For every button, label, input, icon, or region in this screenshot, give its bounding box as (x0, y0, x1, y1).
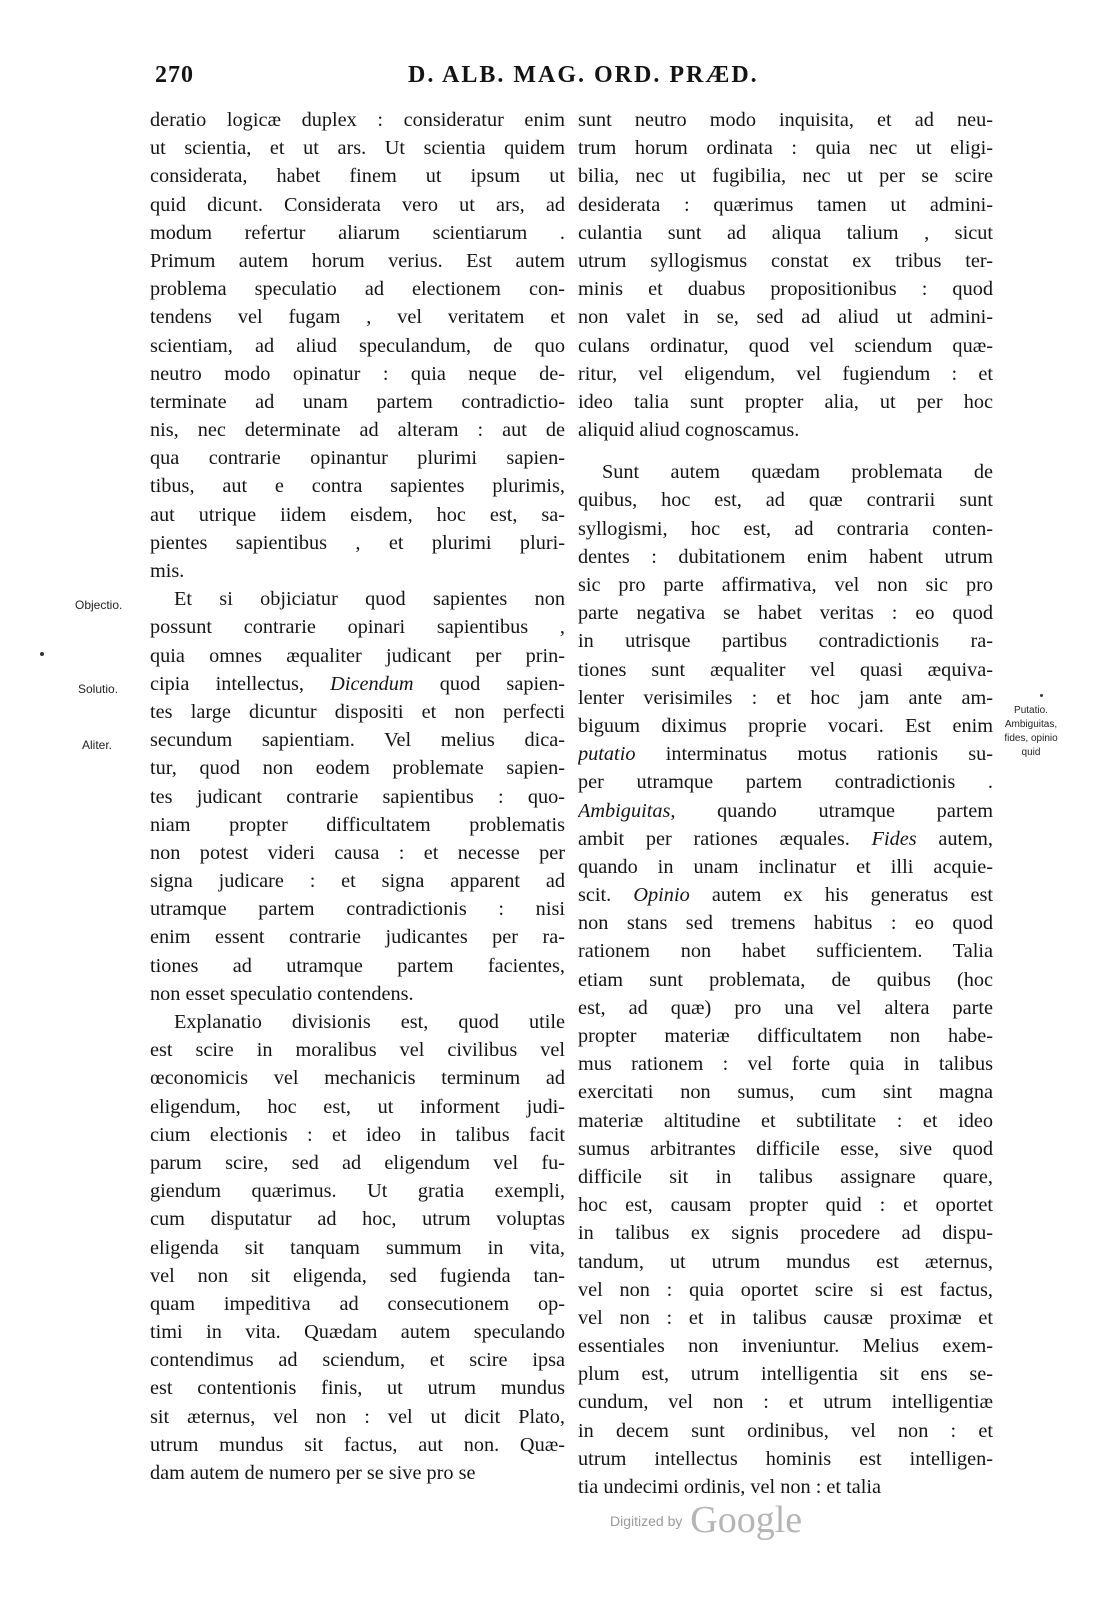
text-line: syllogismi, hoc est, ad contraria conten- (578, 517, 993, 540)
text-line: quid dicunt. Considerata vero ut ars, ad (150, 193, 565, 216)
margin-note-aliter: Aliter. (82, 738, 113, 752)
text-line: in decem sunt ordinibus, vel non : et (578, 1419, 993, 1442)
text-line: dentes : dubitationem enim habent utrum (578, 545, 993, 568)
text-line: Primum autem horum verius. Est autem (150, 249, 565, 272)
text-line: scientiam, ad aliud speculandum, de quo (150, 334, 565, 357)
text-line: Et si objiciatur quod sapientes non (174, 588, 565, 611)
text-line: parum scire, sed ad eligendum vel fu- (150, 1151, 565, 1174)
text-line: aut utrique iidem eisdem, hoc est, sa- (150, 503, 565, 526)
text-line: scit. Opinio autem ex his generatus est (578, 884, 993, 907)
text-line: desiderata : quærimus tamen ut admini- (578, 193, 993, 216)
text-line: bilia, nec ut fugibilia, nec ut per se scire (578, 165, 993, 188)
text-line: secundum sapientiam. Vel melius dica- (150, 729, 565, 752)
text-line: sunt neutro modo inquisita, et ad neu- (578, 109, 993, 131)
margin-note-putatio: Putatio. Ambiguitas, fides, opinio quid (1004, 705, 1058, 758)
text-line: deratio logicæ duplex : consideratur enim (150, 109, 565, 131)
text-line: neutro modo opinatur : quia neque de- (150, 362, 565, 385)
text-line: trum horum ordinata : quia nec ut eligi- (578, 137, 993, 160)
running-head: D. ALB. MAG. ORD. PRÆD. (408, 62, 759, 88)
margin-note-objectio: Objectio. (75, 598, 123, 612)
text-line: dam autem de numero per se sive pro se (150, 1462, 476, 1484)
text-line: signa judicare : et signa apparent ad (150, 870, 565, 893)
text-line: Ambiguitas, quando utramque partem (578, 799, 993, 822)
text-line: timi in vita. Quædam autem speculando (150, 1321, 565, 1344)
text-line: putatio interminatus motus rationis su- (578, 743, 993, 766)
text-line: utrum intellectus hominis est intelligen- (578, 1447, 993, 1470)
text-line: Explanatio divisionis est, quod utile (174, 1011, 565, 1033)
text-line: biguum diximus proprie vocari. Est enim (578, 714, 993, 737)
text-line: propter materiæ difficultatem non habe- (578, 1025, 993, 1047)
text-line: cum disputatur ad hoc, utrum voluptas (150, 1208, 565, 1231)
text-line: plum est, utrum intelligentia sit ens se- (578, 1363, 993, 1386)
text-line: in talibus ex signis procedere ad dispu- (578, 1222, 993, 1245)
text-line: tandum, ut utrum mundus est æternus, (578, 1250, 993, 1273)
text-line: mus rationem : vel forte quia in talibus (578, 1053, 993, 1076)
text-line: cium electionis : et ideo in talibus facit (150, 1123, 565, 1146)
text-line: possunt contrarie opinari sapientibus , (150, 616, 565, 639)
text-line: non stans sed tremens habitus : eo quod (578, 912, 993, 935)
text-line: vel non sit eligenda, sed fugienda tan- (150, 1264, 565, 1287)
text-line: culantia sunt ad aliqua talium , sicut (578, 221, 993, 244)
text-line: est scire in moralibus vel civilibus vel (150, 1039, 565, 1062)
scan-mark (40, 652, 44, 656)
text-line: est, ad quæ) pro una vel altera parte (578, 996, 993, 1019)
text-line: tibus, aut e contra sapientes plurimis, (150, 475, 565, 498)
text-line: rationem non habet sufficientem. Talia (578, 940, 993, 963)
text-line: culans ordinatur, quod vel sciendum quæ- (578, 334, 993, 357)
text-line: niam propter difficultatem problematis (150, 813, 565, 836)
text-line: giendum quærimus. Ut gratia exempli, (150, 1180, 565, 1203)
text-line: tes large dicuntur dispositi et non perfecti (150, 700, 565, 723)
text-line: per utramque partem contradictionis . (578, 771, 993, 794)
text-line: sumus arbitrantes difficile esse, sive quod (578, 1137, 993, 1160)
text-line: aliquid aliud cognoscamus. (578, 419, 800, 442)
text-line: tendens vel fugam , vel veritatem et (150, 306, 565, 329)
text-line: modum refertur aliarum scientiarum . (150, 221, 565, 244)
text-line: quando in unam inclinatur et illi acquie- (578, 855, 993, 878)
text-line: eligendum, hoc est, ut informent judi- (150, 1095, 565, 1118)
text-line: tes judicant contrarie sapientibus : quo- (150, 785, 565, 808)
left-column (150, 106, 565, 1487)
text-line: œconomicis vel mechanicis terminum ad (150, 1067, 565, 1090)
text-line: difficile sit in talibus assignare quare, (578, 1165, 993, 1188)
text-line: pientes sapientibus , et plurimi pluri- (150, 531, 565, 554)
text-line: utrum mundus sit factus, aut non. Quæ- (150, 1433, 565, 1456)
text-line: cipia intellectus, Dicendum quod sapien- (150, 672, 565, 695)
text-line: sic pro parte affirmativa, vel non sic pro (578, 574, 993, 596)
margin-note-solutio: Solutio. (78, 682, 119, 696)
text-line: hoc est, causam propter quid : et oportet (578, 1194, 993, 1217)
text-line: etiam sunt problemata, de quibus (hoc (578, 968, 993, 991)
text-line: terminate ad unam partem contradictio- (150, 390, 565, 413)
text-line: qua contrarie opinantur plurimi sapien- (150, 447, 565, 470)
google-logo: Google (690, 1499, 803, 1541)
text-line: sit æternus, vel non : vel ut dicit Plato, (150, 1405, 565, 1428)
text-line: mis. (150, 560, 185, 582)
text-line: ut scientia, et ut ars. Ut scientia quidem (150, 137, 565, 160)
text-line: considerata, habet finem ut ipsum ut (150, 165, 565, 188)
text-line: essentiales non inveniuntur. Melius exem- (578, 1335, 993, 1358)
text-line: minis et duabus propositionibus : quod (578, 278, 993, 301)
text-line: enim essent contrarie judicantes per ra- (150, 926, 565, 949)
text-line: ideo talia sunt propter alia, ut per hoc (578, 390, 993, 413)
text-line: tia undecimi ordinis, vel non : et talia (578, 1476, 882, 1498)
text-line: vel non : et in talibus causæ proximæ et (578, 1306, 993, 1329)
text-line: in utrisque partibus contradictionis ra- (578, 630, 993, 653)
text-line: est contentionis finis, ut utrum mundus (150, 1377, 565, 1400)
text-line: nis, nec determinate ad alteram : aut de (150, 419, 565, 442)
text-line: tur, quod non eodem problemate sapien- (150, 757, 565, 780)
text-line: materiæ altitudine et subtilitate : et ideo (578, 1109, 993, 1132)
digitized-by-label: Digitized by (610, 1513, 683, 1529)
text-line: quam impeditiva ad consecutionem op- (150, 1292, 565, 1315)
text-line: utramque partem contradictionis : nisi (150, 898, 565, 921)
text-line: ambit per rationes æquales. Fides autem, (578, 827, 993, 850)
text-line: non valet in se, sed ad aliud ut admini- (578, 306, 993, 329)
text-line: parte negativa se habet veritas : eo quod (578, 602, 993, 625)
text-line: ritur, vel eligendum, vel fugiendum : et (578, 362, 993, 385)
text-line: contendimus ad sciendum, et scire ipsa (150, 1349, 565, 1372)
text-line: exercitati non sumus, cum sint magna (578, 1081, 993, 1104)
text-line: cundum, vel non : et utrum intelligentiæ (578, 1391, 993, 1414)
text-line: quibus, hoc est, ad quæ contrarii sunt (578, 489, 993, 512)
text-line: Sunt autem quædam problemata de (602, 461, 993, 484)
text-line: utrum syllogismus constat ex tribus ter- (578, 249, 993, 272)
text-line: tiones ad utramque partem facientes, (150, 954, 565, 977)
text-line: quia omnes æqualiter judicant per prin- (150, 644, 565, 667)
text-line: tiones sunt æqualiter vel quasi æquiva- (578, 658, 993, 681)
scan-mark (1040, 694, 1043, 697)
right-column (578, 106, 993, 1501)
text-line: problema speculatio ad electionem con- (150, 278, 565, 301)
text-line: lenter verisimiles : et hoc jam ante am- (578, 686, 993, 709)
text-line: eligenda sit tanquam summum in vita, (150, 1236, 565, 1259)
page-number: 270 (155, 62, 194, 88)
text-line: non esset speculatio contendens. (150, 982, 414, 1005)
text-line: vel non : quia oportet scire si est factus, (578, 1278, 993, 1301)
digitized-by-footer (610, 1498, 802, 1542)
text-line: non potest videri causa : et necesse per (150, 841, 565, 864)
